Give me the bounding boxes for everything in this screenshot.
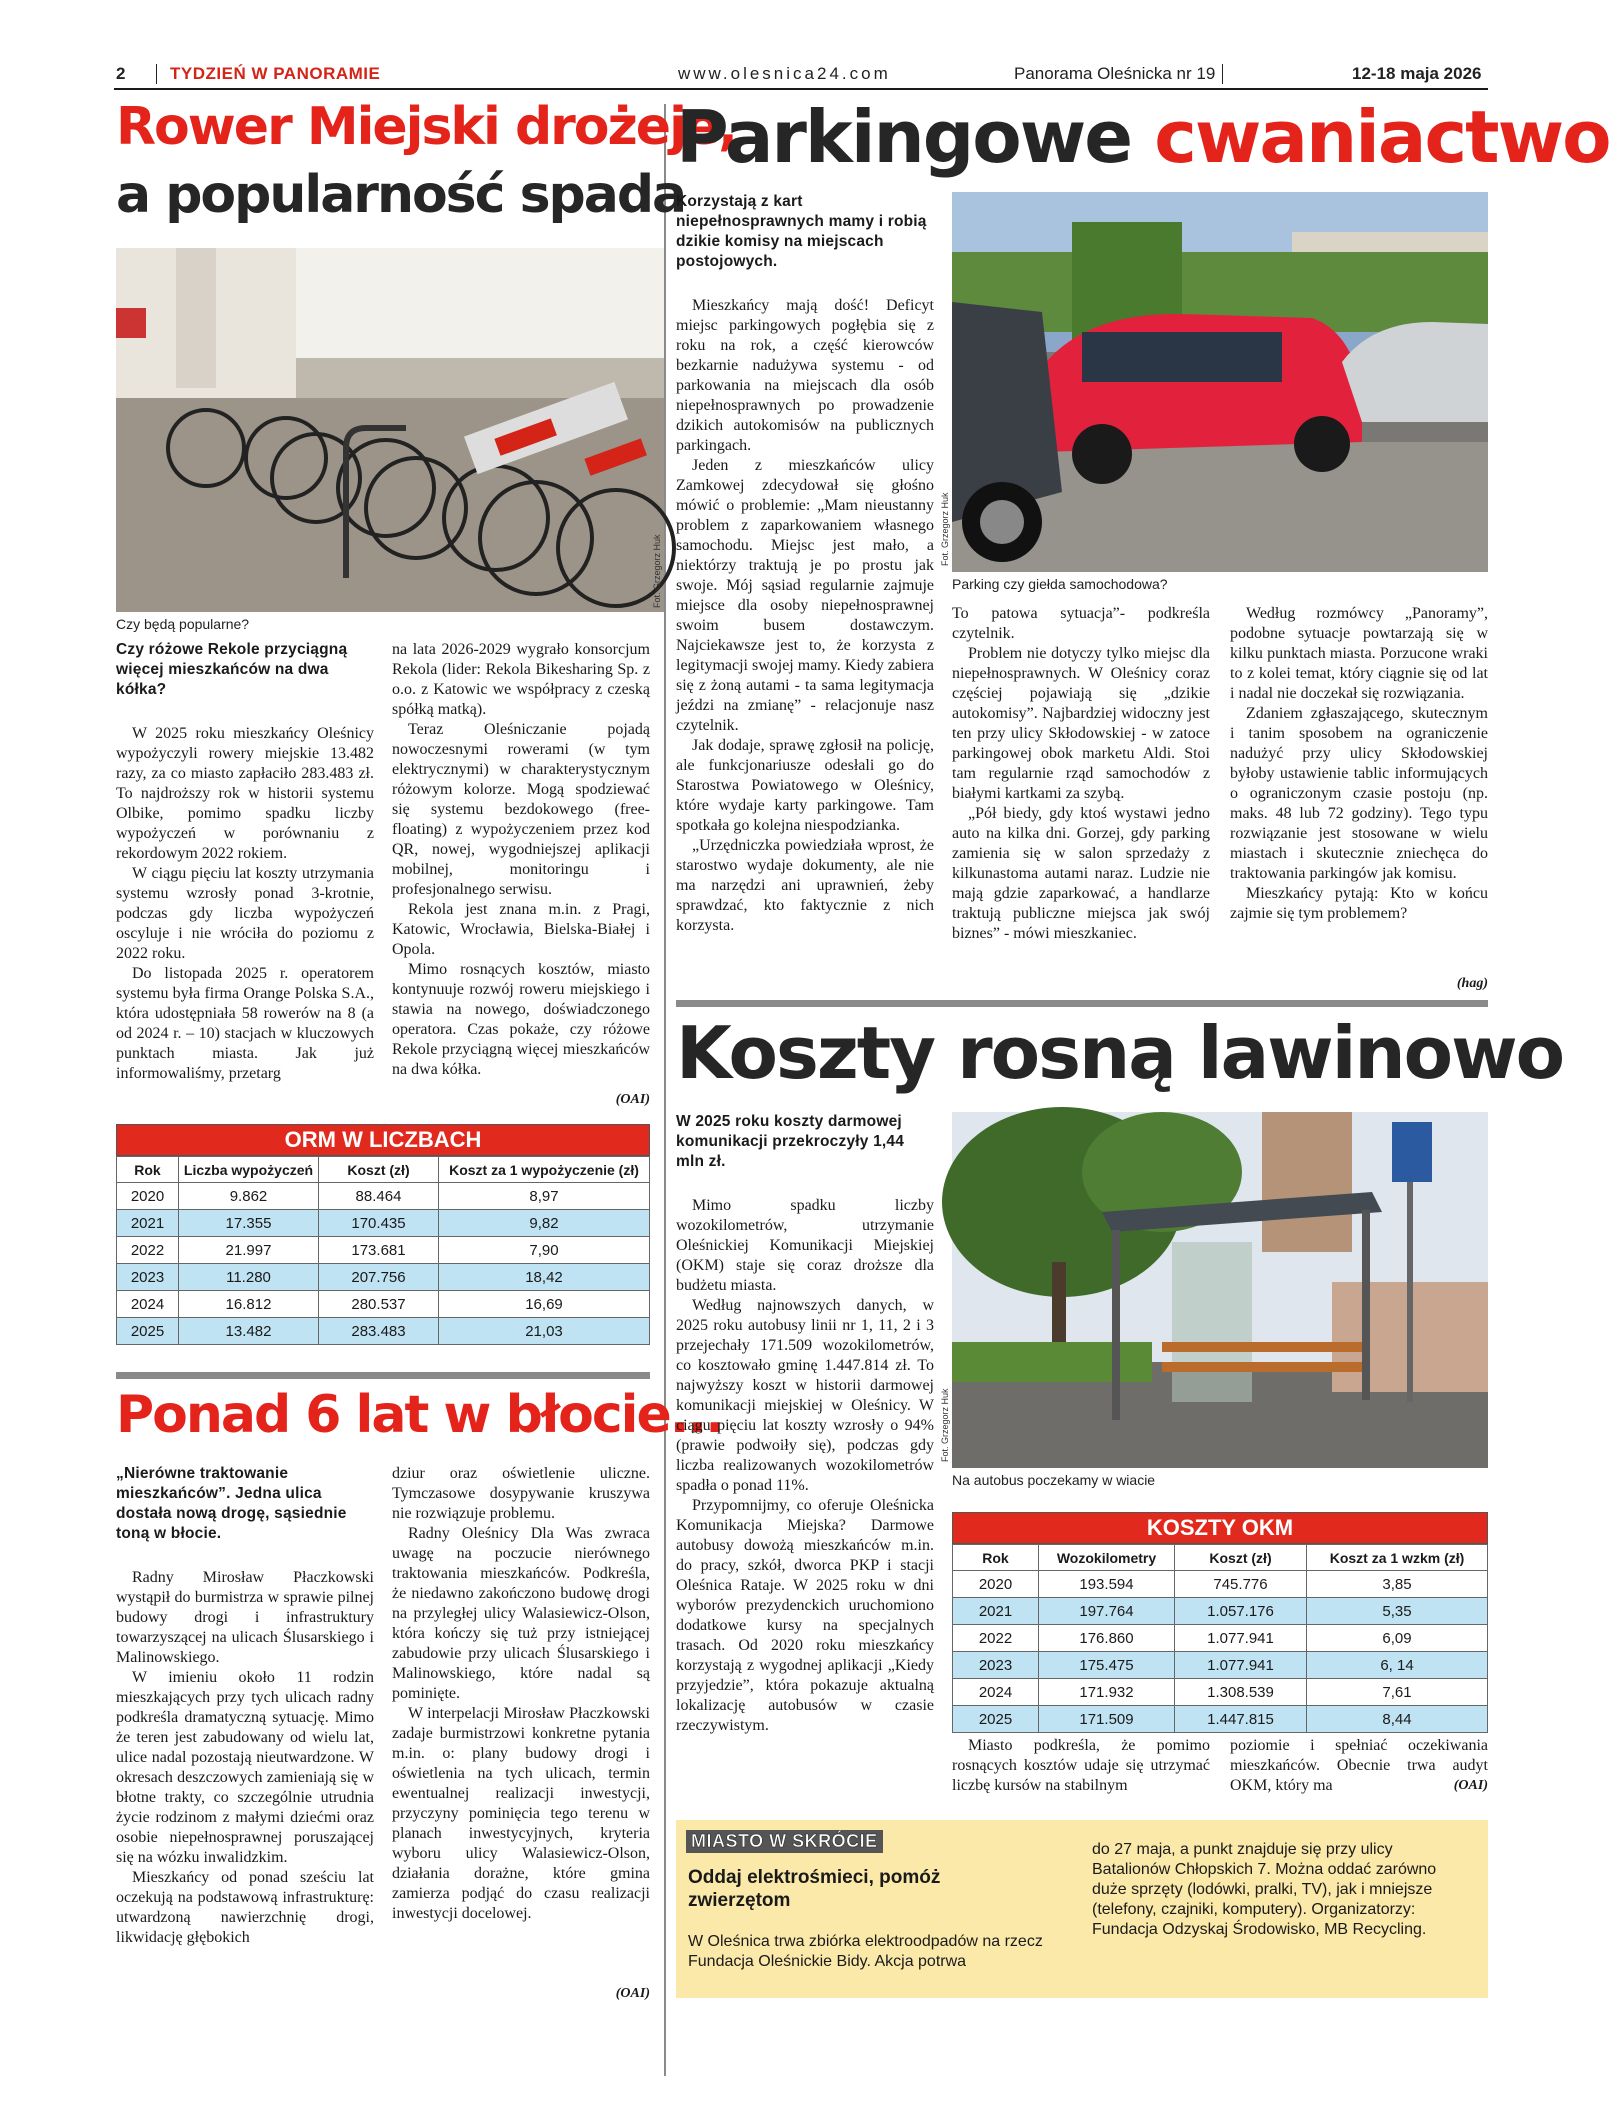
- column-header: Liczba wypożyczeń: [179, 1157, 319, 1183]
- table-row: [117, 1318, 650, 1345]
- table-cell: 2021: [117, 1210, 179, 1237]
- table-cell: 207.756: [319, 1264, 439, 1291]
- table-cell: 1.077.941: [1175, 1625, 1307, 1652]
- header-rule: [114, 88, 1488, 90]
- table-cell: 88.464: [319, 1183, 439, 1210]
- blocie-col2: [392, 1464, 650, 1924]
- table-cell: 2024: [953, 1679, 1039, 1706]
- paragraph: Mieszkańcy od ponad sześciu lat oczekują na podstawową infrastrukturę: utwardzoną nawierzchnię drogi, likwidację głębokich: [116, 1869, 374, 1946]
- table-title: KOSZTY OKM: [952, 1512, 1488, 1544]
- news-brief-box: [676, 1820, 1488, 1998]
- bikes-illustration: [116, 248, 664, 612]
- column-header: Wozokilometry: [1039, 1545, 1175, 1571]
- paragraph: Teraz Oleśniczanie pojadą nowoczesnymi rowerami (w tym elektrycznymi) w charakterystycznym różowym kolorze. Mogą spodziewać się systemu bezdokowego (free-floating) z wypożyczeniem przez kod QR, nowej, wygodniejszej aplikacji mobilnej, monitoringu i profesjonalnego serwisu.: [392, 721, 650, 898]
- blocie-title: Ponad 6 lat w błocie...: [116, 1385, 723, 1445]
- table-cell: 21.997: [179, 1237, 319, 1264]
- photo-caption: Czy będą popularne?: [116, 616, 250, 632]
- table-cell: 16.812: [179, 1291, 319, 1318]
- table-cell: 175.475: [1039, 1652, 1175, 1679]
- table-cell: 7,61: [1307, 1679, 1488, 1706]
- paragraph: Mieszkańcy pytają: Kto w końcu zajmie się tym problemem?: [1230, 885, 1488, 922]
- table-cell: 176.860: [1039, 1625, 1175, 1652]
- photo-credit: Fot. Grzegorz Huk: [940, 1388, 950, 1462]
- brief-text: W Oleśnica trwa zbiórka elektroodpadów na rzecz Fundacja Oleśnickie Bidy. Akcja potrwa: [688, 1933, 1043, 1970]
- table-row: [953, 1679, 1488, 1706]
- table-row: [117, 1291, 650, 1318]
- column-header: Koszt za 1 wypożyczenie (zł): [439, 1157, 650, 1183]
- table-cell: 2025: [953, 1706, 1039, 1733]
- table-cell: 11.280: [179, 1264, 319, 1291]
- column-divider: [664, 1464, 666, 2076]
- parking-col2: [952, 604, 1210, 944]
- table-cell: 2020: [117, 1183, 179, 1210]
- data-table: [952, 1544, 1488, 1733]
- column-header: Koszt za 1 wzkm (zł): [1307, 1545, 1488, 1571]
- table-title: ORM W LICZBACH: [116, 1124, 650, 1156]
- paragraph: na lata 2026-2029 wygrało konsorcjum Rekola (lider: Rekola Bikesharing Sp. z o.o. z Katowic we współpracy z czeską spółką matką).: [392, 641, 650, 718]
- paragraph: Mimo spadku liczby wozokilometrów, utrzymanie Oleśnickiej Komunikacji Miejskiej (OKM) staje się coraz droższe dla budżetu miasta.: [676, 1197, 934, 1294]
- section-name: TYDZIEŃ W PANORAMIE: [170, 64, 381, 83]
- table-cell: 13.482: [179, 1318, 319, 1345]
- paragraph: dziur oraz oświetlenie uliczne. Tymczasowe dosypywanie kruszywa nie rozwiązuje problemu.: [392, 1465, 650, 1522]
- page-number: 2: [116, 64, 126, 83]
- photo-caption: Parking czy giełda samochodowa?: [952, 576, 1168, 592]
- table-cell: 2022: [117, 1237, 179, 1264]
- table-row: [953, 1706, 1488, 1733]
- header-divider: [156, 64, 157, 84]
- paragraph: Mieszkańcy mają dość! Deficyt miejsc parkingowych pogłębia się z roku na rok, a część kierowców bezkarnie nadużywa systemu - od parkowania na miejscach dla osób niepełnosprawnych po prowadzenie dzikich autokomisów na publicznych parkingach.: [676, 297, 934, 454]
- rower-lead: Czy różowe Rekole przyciągną więcej mieszkańców na dwa kółka?: [116, 641, 348, 698]
- rower-col2: [392, 640, 650, 1080]
- parking-col3: [1230, 604, 1488, 924]
- paragraph: Radny Oleśnicy Dla Was zwraca uwagę na poczucie nierównego traktowania mieszkańców. Podkreśla, że niedawno zakończono budowę drogi na przyległej ulicy Walasiewicz-Olson, która kończy się tuż przy istniejącej zabudowie przy ulicach Ślusarskiego i Malinowskiego, które nadal są pominięte.: [392, 1525, 650, 1702]
- rower-title-line2: a popularność spada: [116, 165, 686, 225]
- paragraph: Przypomnijmy, co oferuje Oleśnicka Komunikacja Miejska? Darmowe autobusy dowożą mieszkańców m.in. do pracy, szkół, dworca PKP i stacji Oleśnica Rataje. W 2025 roku w dni wyborów prezydenckich uruchomiono dodatkowe kursy na specjalnych trasach. Od 2020 roku mieszkańcy korzystają z wygodnej aplikacji „Kiedy przyjedzie”, która pokazuje aktualną lokalizację autobusów w czasie rzeczywistym.: [676, 1497, 934, 1734]
- table-cell: 173.681: [319, 1237, 439, 1264]
- table-cell: 197.764: [1039, 1598, 1175, 1625]
- section-separator: [116, 1372, 650, 1379]
- table-cell: 5,35: [1307, 1598, 1488, 1625]
- koszty-lead: W 2025 roku koszty darmowej komunikacji przekroczyły 1,44 mln zł.: [676, 1113, 905, 1170]
- table-cell: 171.932: [1039, 1679, 1175, 1706]
- table-cell: 2021: [953, 1598, 1039, 1625]
- table-cell: 9.862: [179, 1183, 319, 1210]
- column-divider: [664, 104, 666, 1464]
- koszty-title: Koszty rosną lawinowo: [676, 1011, 1564, 1095]
- rower-title-line1: Rower Miejski drożeje,: [116, 97, 736, 157]
- box-title: MIASTO W SKRÓCIE: [686, 1830, 883, 1853]
- column-header: Koszt (zł): [1175, 1545, 1307, 1571]
- table-cell: 8,97: [439, 1183, 650, 1210]
- paragraph: „Urzędniczka powiedziała wprost, że starostwo wydaje dokumenty, ale nie ma narzędzi ani uprawnień, żeby sprawdzać, kto faktycznie z nich korzysta.: [676, 837, 934, 934]
- blocie-col1: [116, 1568, 374, 1948]
- signature: (OAI): [615, 1986, 650, 2001]
- table-cell: 16,69: [439, 1291, 650, 1318]
- table-cell: 2022: [953, 1625, 1039, 1652]
- issue-number: Panorama Oleśnicka nr 19: [1014, 64, 1216, 83]
- paragraph: Zdaniem zgłaszającego, skutecznym i tanim sposobem na ograniczenie nadużyć przy ulicy Skłodowskiej byłoby ustawienie tablic informujących o ograniczonym czasie postoju (np. maks. 48 lub 72 godziny). Tego typu rozwiązanie jest stosowane w wielu miastach i skutecznie zniechęca do traktowania parkingów jak komisu.: [1230, 705, 1488, 882]
- table-row: [953, 1652, 1488, 1679]
- paragraph: Do listopada 2025 r. operatorem systemu była firma Orange Polska S.A., która udostępniała 58 rowerów na 8 (a od 2024 r. – 10) stacjach w kluczowych punktach miasta. Jak już informowaliśmy, przetarg: [116, 965, 374, 1082]
- paragraph: Według najnowszych danych, w 2025 roku autobusy linii nr 1, 11, 2 i 3 przejechały 171.509 wozokilometrów, co kosztowało gminę 1.447.814 zł. To najwyższy koszt w historii darmowej komunikacji miejskiej w Oleśnicy. W ciągu pięciu lat koszty wzrosły o 94% (prawie podwoiły się), podczas gdy liczba realizowanych wozokilometrów spadła o ponad 11%.: [676, 1297, 934, 1494]
- paragraph: W imieniu około 11 rodzin mieszkających przy tych ulicach radny podkreśla dramatyczną sytuację. Mimo że teren jest zabudowany od wielu lat, ulice nadal pozostają nieutwardzone. W okresach deszczowych zamieniają się w błotne trakty, co szczególnie utrudnia życie rodzinom z małymi dziećmi oraz osobie niepełnosprawnej poruszającej się na wózku inwalidzkim.: [116, 1669, 374, 1866]
- column-header: Koszt (zł): [319, 1157, 439, 1183]
- parking-title-part1: Parkingowe: [676, 95, 1132, 179]
- paragraph: „Pół biedy, gdy ktoś wystawi jedno auto na kilka dni. Gorzej, gdy parking zamienia się w salon sprzedaży z kilkunastoma autami naraz. Ludzie nie mają gdzie zaparkować, a handlarze traktują publiczne miejsca jak swój biznes” - mówi mieszkaniec.: [952, 805, 1210, 942]
- column-header: Rok: [953, 1545, 1039, 1571]
- issue-dates: 12-18 maja 2026: [1352, 64, 1482, 83]
- paragraph: Problem nie dotyczy tylko miejsc dla niepełnosprawnych. W Oleśnicy coraz częściej pojawiają się „dzikie autokomisy”. Najbardziej widoczny jest ten przy ulicy Skłodowskiej - w zatoce parkingowej obok marketu Aldi. Stoi tam regularnie rząd samochodów z białymi kartkami za szybą.: [952, 645, 1210, 802]
- bus-stop-illustration: [952, 1112, 1488, 1468]
- table-cell: 2023: [953, 1652, 1039, 1679]
- paragraph: Według rozmówcy „Panoramy”, podobne sytuacje powtarzają się w kilku punktach miasta. Porzucone wraki to z kolei temat, który ciągnie się od lat i nadal nie doczekał się rozwiązania.: [1230, 605, 1488, 702]
- paragraph: Jak dodaje, sprawę zgłosił na policję, ale funkcjonariusze odesłali go do Starostwa Powiatowego w Oleśnicy, które wydaje karty parkingowe. Tam spotkała go kolejna niespodzianka.: [676, 737, 934, 834]
- table-cell: 2023: [117, 1264, 179, 1291]
- orm-table: [116, 1124, 650, 1345]
- blocie-lead: „Nierówne traktowanie mieszkańców”. Jedna ulica dostała nową drogę, sąsiednie toną w błocie.: [116, 1465, 347, 1542]
- koszty-col2: [952, 1736, 1210, 1796]
- paragraph: Jeden z mieszkańców ulicy Zamkowej zdecydował się głośno mówić o problemie: „Mam nieustanny problem z zaparkowaniem własnego samochodu. Miejsc jest mało, a niektórzy traktują je po prostu jak swoje. Mój sąsiad regularnie zajmuje miejsce dla osoby niepełnosprawnej swoim busem dostawczym. Najciekawsze jest to, że korzysta z legitymacji swojej mamy. Kiedy zabiera się z żoną autami - ta sama legitymacja jeździ na zmianę” - relacjonuje nasz czytelnik.: [676, 457, 934, 734]
- signature: (OAI): [1453, 1778, 1488, 1793]
- table-cell: 1.308.539: [1175, 1679, 1307, 1706]
- table-cell: 8,44: [1307, 1706, 1488, 1733]
- table-cell: 193.594: [1039, 1571, 1175, 1598]
- table-row: [117, 1210, 650, 1237]
- paragraph: poziomie i spełniać oczekiwania mieszkańców. Obecnie trwa audyt OKM, który ma: [1230, 1737, 1488, 1794]
- signature: (OAI): [615, 1092, 650, 1107]
- table-cell: 3,85: [1307, 1571, 1488, 1598]
- website-url[interactable]: www.olesnica24.com: [678, 64, 891, 83]
- paragraph: Mimo rosnących kosztów, miasto kontynuuje rozwój roweru miejskiego i stawia na nowego, doświadczonego operatora. Czas pokaże, czy różowe Rekole przyciągną więcej mieszkańców na dwa kółka.: [392, 961, 650, 1078]
- okm-table: [952, 1512, 1488, 1733]
- parking-lead: Korzystają z kart niepełnosprawnych mamy i robią dzikie komisy na miejscach postojowych.: [676, 193, 927, 270]
- table-row: [117, 1183, 650, 1210]
- table-cell: 745.776: [1175, 1571, 1307, 1598]
- table-cell: 7,90: [439, 1237, 650, 1264]
- bus-stop-photo: [952, 1112, 1488, 1468]
- table-cell: 1.077.941: [1175, 1652, 1307, 1679]
- table-row: [953, 1625, 1488, 1652]
- photo-caption: Na autobus poczekamy w wiacie: [952, 1472, 1156, 1488]
- paragraph: Miasto podkreśla, że pomimo rosnących kosztów udaje się utrzymać liczbę kursów na stabilnym: [952, 1737, 1210, 1794]
- table-cell: 170.435: [319, 1210, 439, 1237]
- table-cell: 1.447.815: [1175, 1706, 1307, 1733]
- parking-col1: [676, 296, 934, 936]
- table-row: [953, 1598, 1488, 1625]
- table-cell: 6, 14: [1307, 1652, 1488, 1679]
- table-cell: 2020: [953, 1571, 1039, 1598]
- rower-col1: [116, 724, 374, 1084]
- bikes-photo: [116, 248, 664, 612]
- photo-credit: Fot. Grzegorz Huk: [652, 534, 662, 608]
- section-separator: [676, 1000, 1488, 1007]
- table-cell: 17.355: [179, 1210, 319, 1237]
- photo-credit: Fot. Grzegorz Huk: [940, 492, 950, 566]
- parking-illustration: [952, 192, 1488, 572]
- brief-text-continued: do 27 maja, a punkt znajduje się przy ulicy Batalionów Chłopskich 7. Można oddać zarówno duże sprzęty (lodówki, pralki, TV), jak i mniejsze (telefony, czajniki, komputery). Organizatorzy: Fundacja Odzyskaj Środowisko, MB Recycling.: [1092, 1841, 1437, 1938]
- table-cell: 171.509: [1039, 1706, 1175, 1733]
- paragraph: To patowa sytuacja”- podkreśla czytelnik.: [952, 605, 1210, 642]
- column-header: Rok: [117, 1157, 179, 1183]
- table-cell: 280.537: [319, 1291, 439, 1318]
- parking-title: [676, 95, 1610, 179]
- koszty-col1: [676, 1196, 934, 1736]
- table-cell: 1.057.176: [1175, 1598, 1307, 1625]
- paragraph: Rekola jest znana m.in. z Pragi, Katowic, Wrocławia, Bielska-Białej i Opola.: [392, 901, 650, 958]
- table-cell: 2024: [117, 1291, 179, 1318]
- table-cell: 21,03: [439, 1318, 650, 1345]
- table-cell: 6,09: [1307, 1625, 1488, 1652]
- signature: (hag): [1456, 976, 1488, 991]
- table-row: [117, 1237, 650, 1264]
- table-row: [117, 1264, 650, 1291]
- parking-title-part2: cwaniactwo: [1154, 95, 1610, 179]
- paragraph: W 2025 roku mieszkańcy Oleśnicy wypożyczyli rowery miejskie 13.482 razy, za co miasto zapłaciło 283.483 zł. To najdroższy rok w historii systemu Olbike, pomimo spadku liczby wypożyczeń w porównaniu z rekordowym 2022 rokiem.: [116, 725, 374, 862]
- table-row: [953, 1571, 1488, 1598]
- table-cell: 9,82: [439, 1210, 650, 1237]
- parking-photo: [952, 192, 1488, 572]
- data-table: [116, 1156, 650, 1345]
- table-cell: 18,42: [439, 1264, 650, 1291]
- header-divider: [1222, 64, 1223, 84]
- table-cell: 283.483: [319, 1318, 439, 1345]
- paragraph: W interpelacji Mirosław Płaczkowski zadaje burmistrzowi konkretne pytania m.in. o: plany budowy drogi i oświetlenia na tych ulicach, termin ewentualnej realizacji inwestycji, przyczyny pominięcia tego terenu w planach inwestycyjnych, kryteria wyboru ulicy Walasiewicz-Olson, działania dorażne, które gmina zamierza podjąć do czasu realizacji inwestycji docelowej.: [392, 1705, 650, 1922]
- table-cell: 2025: [117, 1318, 179, 1345]
- paragraph: Radny Mirosław Płaczkowski wystąpił do burmistrza w sprawie pilnej budowy drogi i infrastruktury towarzyszącej na ulicach Ślusarskiego i Malinowskiego.: [116, 1569, 374, 1666]
- paragraph: W ciągu pięciu lat koszty utrzymania systemu wzrosły ponad 3-krotnie, podczas gdy liczba wypożyczeń oscyluje i nie wróciła do poziomu z 2022 roku.: [116, 865, 374, 962]
- brief-headline: Oddaj elektrośmieci, pomóż zwierzętom: [688, 1867, 941, 1911]
